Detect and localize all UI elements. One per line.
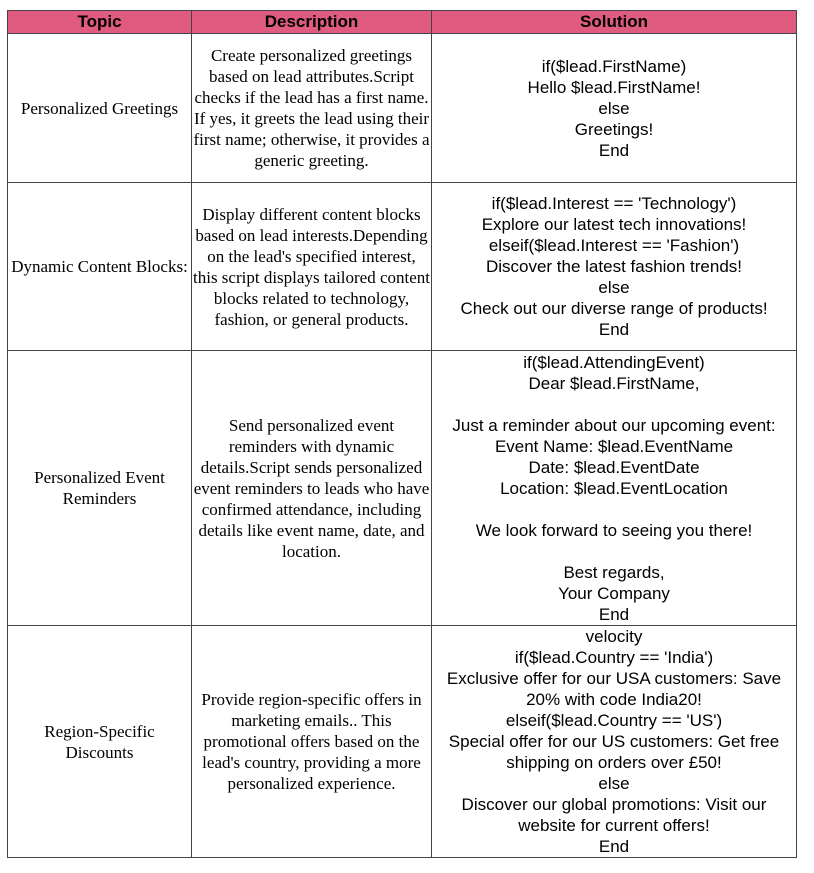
solution-line: Hello $lead.FirstName! xyxy=(527,77,701,97)
header-row xyxy=(8,11,797,34)
table-row xyxy=(8,351,797,626)
topic-cell: Region-Specific Discounts xyxy=(8,626,192,858)
solution-line: shipping on orders over £50! xyxy=(506,753,722,772)
solution-cell xyxy=(432,351,797,626)
description-cell: Display different content blocks based on lead interests.Depending on the lead's specified interest, this script displays tailored content blocks related to technology, fashion, or general products. xyxy=(192,183,432,351)
solution-line: if($lead.Country == 'India') xyxy=(514,648,714,667)
table-row xyxy=(8,183,797,351)
solution-line: if($lead.FirstName) xyxy=(541,56,687,76)
solution-line: Special offer for our US customers: Get free xyxy=(448,732,780,751)
solution-line: End xyxy=(598,320,630,339)
solution-line: else xyxy=(598,98,630,118)
header-topic: Topic xyxy=(8,11,192,34)
table-row xyxy=(8,626,797,858)
solution-line xyxy=(433,394,795,415)
description-cell: Provide region-specific offers in marketing emails.. This promotional offers based on the lead's country, providing a more personalized experience. xyxy=(192,626,432,858)
solution-cell xyxy=(432,626,797,858)
solution-line: Location: $lead.EventLocation xyxy=(500,478,728,498)
solution-line: if($lead.Interest == 'Technology') xyxy=(491,194,737,213)
solution-line: Discover our global promotions: Visit our xyxy=(461,795,767,814)
solution-cell xyxy=(432,183,797,351)
solution-line xyxy=(433,499,795,520)
solution-line: We look forward to seeing you there! xyxy=(475,520,753,540)
solution-line: Check out our diverse range of products! xyxy=(460,299,768,318)
solution-line: Date: $lead.EventDate xyxy=(528,457,700,477)
solution-line: End xyxy=(598,837,630,856)
topic-cell: Personalized Greetings xyxy=(8,34,192,183)
solution-cell xyxy=(432,34,797,183)
solution-line: Discover the latest fashion trends! xyxy=(485,257,743,276)
topic-cell: Dynamic Content Blocks: xyxy=(8,183,192,351)
description-cell: Send personalized event reminders with dynamic details.Script sends personalized event reminders to leads who have confirmed attendance, including details like event name, date, and location. xyxy=(192,351,432,626)
solution-line: if($lead.AttendingEvent) xyxy=(523,352,705,372)
solution-line: Best regards, xyxy=(563,562,665,582)
solution-line: else xyxy=(598,278,630,297)
solution-line: Explore our latest tech innovations! xyxy=(481,215,747,234)
solution-line: Exclusive offer for our USA customers: Save xyxy=(446,669,782,688)
solution-line: website for current offers! xyxy=(518,816,710,835)
solution-line: End xyxy=(598,604,630,624)
description-cell: Create personalized greetings based on lead attributes.Script checks if the lead has a first name. If yes, it greets the lead using their first name; otherwise, it provides a generic greeting. xyxy=(192,34,432,183)
solution-line: elseif($lead.Country == 'US') xyxy=(505,711,723,730)
solution-line: Greetings! xyxy=(574,119,654,139)
solution-line: Just a reminder about our upcoming event: xyxy=(452,415,776,435)
solution-line: else xyxy=(598,774,630,793)
solution-line: elseif($lead.Interest == 'Fashion') xyxy=(488,236,740,255)
header-solution: Solution xyxy=(432,11,797,34)
solution-line: Dear $lead.FirstName, xyxy=(528,373,700,393)
solution-line: End xyxy=(598,140,630,160)
solution-line: Your Company xyxy=(558,583,670,603)
solution-line: 20% with code India20! xyxy=(526,690,702,709)
solution-line xyxy=(433,541,795,562)
topic-cell: Personalized Event Reminders xyxy=(8,351,192,626)
solution-line: velocity xyxy=(585,627,643,646)
solution-line: Event Name: $lead.EventName xyxy=(494,436,734,456)
header-description: Description xyxy=(192,11,432,34)
solutions-table xyxy=(7,10,797,858)
table-row xyxy=(8,34,797,183)
